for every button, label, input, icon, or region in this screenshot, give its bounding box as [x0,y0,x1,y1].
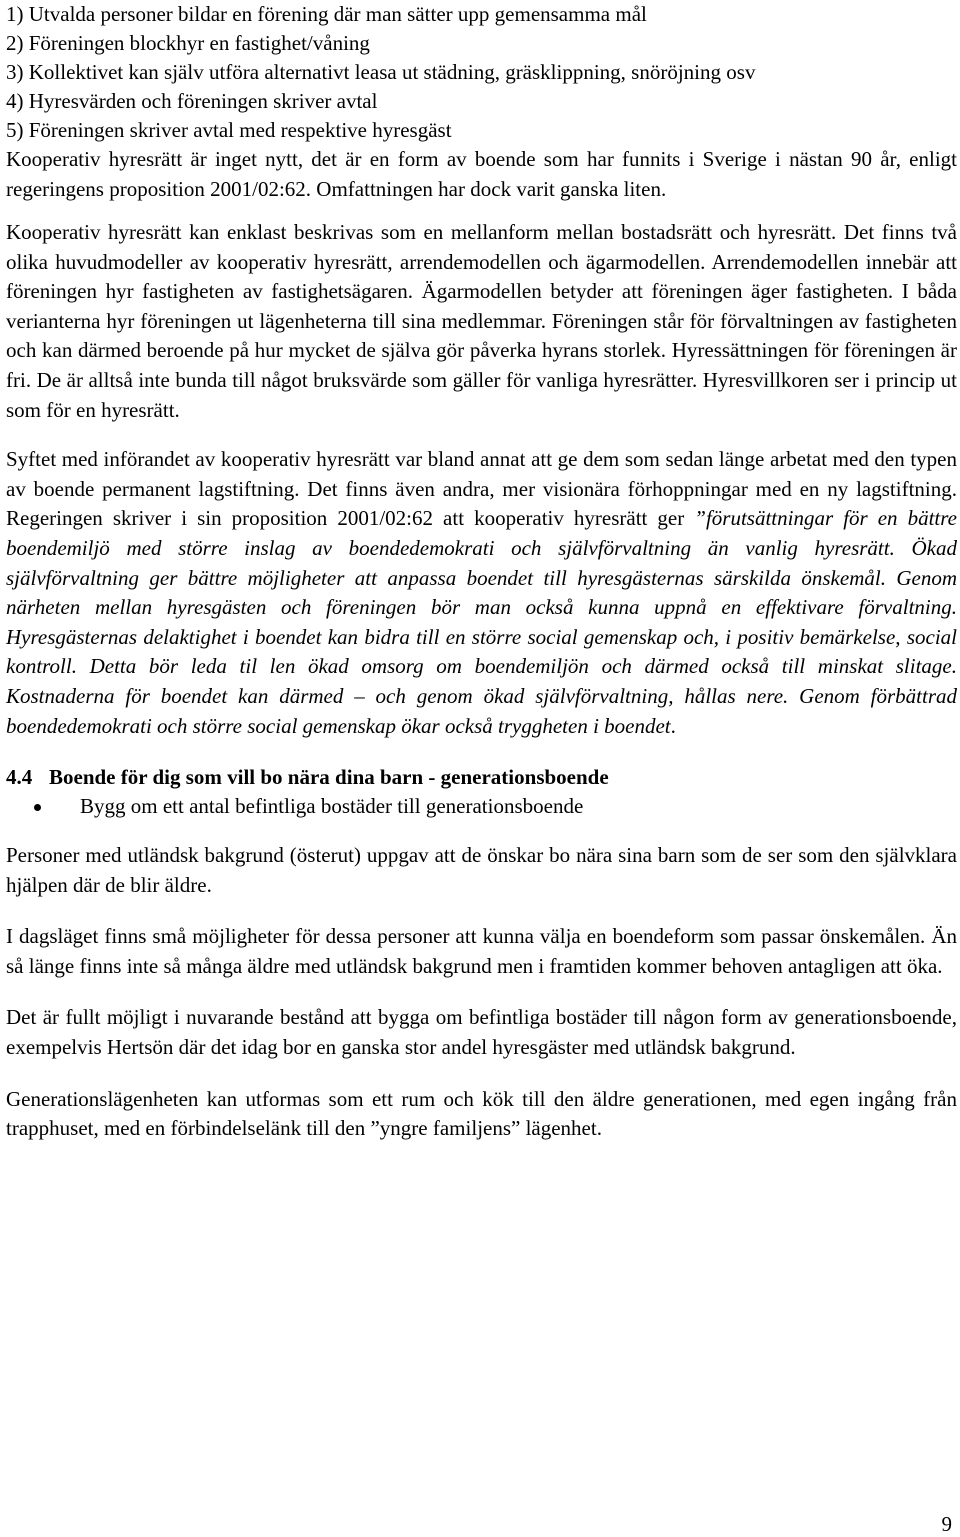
list-item: 1) Utvalda personer bildar en förening där man sätter upp gemensamma mål [6,2,647,26]
page-number: 9 [941,1512,952,1536]
section-title: Boende för dig som vill bo nära dina barn - generationsboende [49,765,609,790]
paragraph-intro: Kooperativ hyresrätt är inget nytt, det är en form av boende som har funnits i Sverige i nästan 90 år, enligt regeringens proposition 2001/02:62. Omfattningen har dock varit ganska liten. [6,147,957,201]
list-item: 5) Föreningen skriver avtal med respektive hyresgäst [6,118,452,142]
paragraph-possibility: Det är fullt möjligt i nuvarande bestånd att bygga om befintliga bostäder till någon form av generationsboende, exempelvis Hertsön där det idag bor en ganska stor andel hyresgäster med utländsk bakgrund. [6,1005,957,1060]
list-item: 2) Föreningen blockhyr en fastighet/våning [6,31,370,55]
document-page [6,0,957,1144]
paragraph-design: Generationslägenheten kan utformas som ett rum och kök till den äldre generationen, med egen ingång från trapphuset, med en förbindelselänk till den ”yngre familjens” lägenhet. [6,1086,957,1141]
bullet-text: Bygg om ett antal befintliga bostäder till generationsboende [80,794,584,819]
paragraph-purpose-text: Syftet med införandet av kooperativ hyresrätt var bland annat att ge dem som sedan länge arbetat med den typen av boende permanent lagstiftning. Det finns även andra, mer visionära förhoppningar med en ny lagstiftning. Regeringen skriver i sin proposition 2001/02:62 att kooperativ hyresrätt ger [6,447,957,531]
paragraph-definition: Kooperativ hyresrätt kan enklast beskrivas som en mellanform mellan bostadsrätt och hyresrätt. Det finns två olika huvudmodeller av kooperativ hyresrätt, arrendemodellen och ägarmodellen. Arrendemodellen innebär att föreningen hyr fastigheten av fastighetsägaren. Ägarmodellen betyder att föreningen äger fastigheten. I båda verianterna hyr föreningen ut lägenheterna till sina medlemmar. Föreningen står för förvaltningen av fastigheten och kan därmed beroende på hur mycket de själva gör påverka hyrans storlek. Hyressättningen för föreningen är fri. De är alltså inte bunda till något bruksvärde som gäller för vanliga hyresrätter. Hyresvillkoren ser i princip ut som för en hyresrätt. [6,220,957,422]
list-item: 4) Hyresvärden och föreningen skriver avtal [6,89,378,113]
paragraph-background: Personer med utländsk bakgrund (österut) uppgav att de önskar bo nära sina barn som de ser som den självklara hjälpen där de blir äldre. [6,843,957,897]
section-heading [6,763,957,792]
list-item: 3) Kollektivet kan själv utföra alternativt leasa ut städning, gräsklippning, snöröjning osv [6,60,756,84]
paragraph-purpose [6,445,957,741]
paragraph-current-state: I dagsläget finns små möjligheter för dessa personer att kunna välja en boendeform som passar önskemålen. Än så länge finns inte så många äldre med utländsk bakgrund men i framtiden kommer behoven antagligen att öka. [6,924,957,978]
numbered-list [6,0,957,145]
section-number: 4.4 [6,765,33,790]
bullet-icon [34,804,41,811]
paragraph-purpose-end: . [670,713,676,738]
proposition-quote: ”förutsättningar för en bättre boendemiljö med större inslag av boendedemokrati och självförvaltning än vanlig hyresrätt. Ökad självförvaltning ger bättre möjligheter att anpassa boendet till hyresgästernas särskilda önskemål. Genom närheten mellan hyresgästen och föreningen bör man också kunna uppnå en effektivare förvaltning. Hyresgästernas delaktighet i boendet kan bidra till en större social gemenskap och, i positiv bemärkelse, social kontroll. Detta bör leda til len ökad omsorg om boendemiljön och därmed också till minskat slitage. Kostnaderna för boendet kan därmed – och genom ökad självförvaltning, hållas nere. Genom förbättrad boendedemokrati och större social gemenskap ökar också tryggheten i boendet [6,506,957,738]
bullet-item [6,792,957,821]
